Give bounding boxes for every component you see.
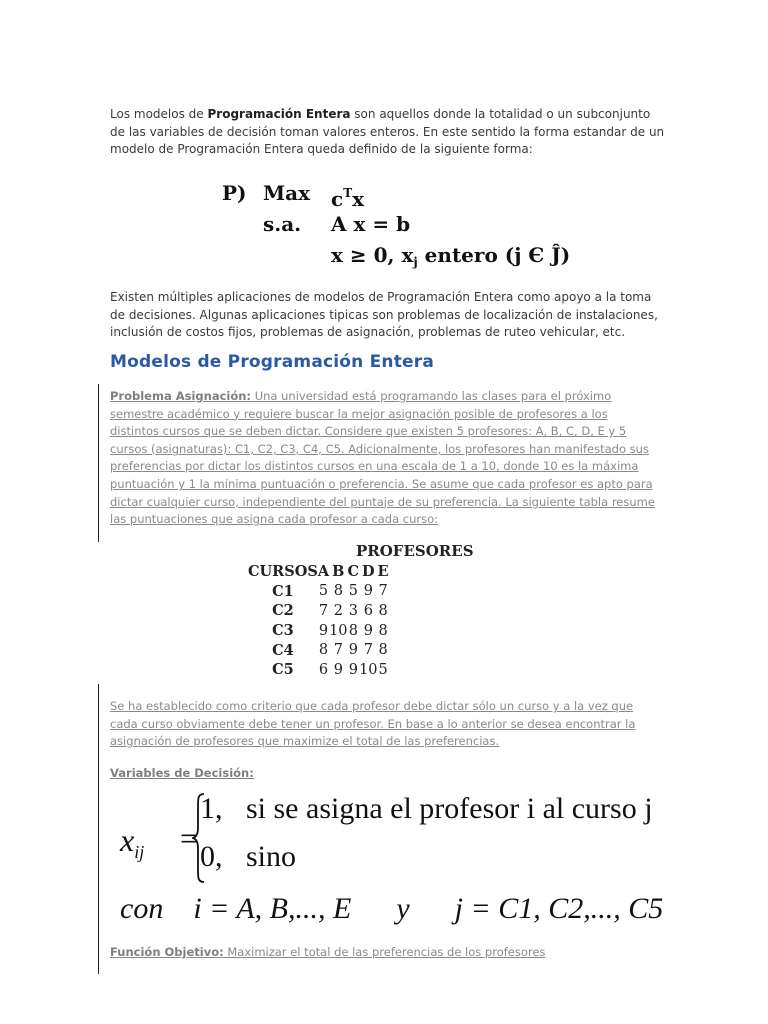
problem-lead: Problema Asignación: [110,389,252,403]
table-cell: 8 [348,622,358,639]
table-cell: 7 [363,642,373,659]
table-cell: 9 [348,642,358,659]
objective-text: Maximizar el total de las preferencias de los profesores [223,945,546,959]
intro-text-post: son aquellos donde la totalidad o un subconjunto de las variables de decisión toman valores enteros. En este sentido la forma estandar de un modelo de Programación Entera queda definido de la siguiente forma: [110,107,665,156]
table-cell: 6 [318,661,329,678]
table-cell: 7 [378,583,388,600]
variables-title[interactable]: Variables de Decisión: [110,766,254,780]
formula-index-sets: con i = A, B,..., E y j = C1, C2,..., C5 [120,892,664,925]
model-label: P) [222,181,247,205]
intro-bold-term: Programación Entera [207,107,351,121]
table-row [248,582,389,602]
table-cell: 9 [363,583,373,600]
table-cell: 9 [348,661,358,678]
table-grid [248,562,389,680]
formula-variable: $x_{ij}$ [120,822,145,862]
formula-equals: = [180,820,199,856]
table-cell: 6 [363,602,373,619]
criterion-paragraph[interactable]: Se ha establecido como criterio que cada profesor debe dictar sólo un curso y a la vez que cada curso obviamente debe tener un profesor. En base a lo anterior se desea encontrar la asignación de profesores que maximize el total de las preferencias. [110,699,636,749]
quote-bar [98,384,99,542]
table-row-label: C1 [272,582,294,600]
table-cell: 10 [329,622,348,639]
table-cell: 9 [363,622,373,639]
table-col-header: B [332,563,345,581]
table-title: PROFESORES [356,542,474,560]
table-cell: 9 [318,622,329,639]
table-cell: 2 [333,602,343,619]
problem-paragraph[interactable] [110,388,655,529]
intro-text-pre: Los modelos de [110,107,208,121]
table-row-label: C3 [272,622,294,640]
table-col-header: E [377,563,389,581]
table-col-header: D [362,563,375,581]
model-objective-expr: $c^Tx$ [331,186,365,211]
table-row [248,601,389,621]
decision-variable-formula [118,792,678,942]
quote-bar [98,684,99,974]
table-cell: 8 [378,642,388,659]
table-row-label: C2 [272,602,294,620]
table-row-label: C5 [272,661,294,679]
section-title: Modelos de Programación Entera [110,352,435,372]
table-row [248,640,389,660]
table-col-header: A [317,563,330,581]
table-cell: 8 [333,583,343,600]
table-cell: 10 [359,661,378,678]
table-cell: 5 [378,661,388,678]
model-domain: x ≥ 0, $x_j$ entero (j Є Ĵ) [331,243,571,269]
model-constraint: A x = b [331,212,411,236]
table-row [248,660,389,680]
table-cell: 8 [378,622,388,639]
table-row [248,621,389,641]
table-cell: 5 [318,583,329,600]
table-cell: 5 [348,583,358,600]
formula-case-2: 0, sino [200,840,297,873]
formula-case-1: 1, si se asigna el profesor i al curso j [200,792,653,825]
table-cell: 7 [333,642,343,659]
model-st-label: s.a. [263,212,302,236]
objective-function-line[interactable] [110,945,545,959]
table-cell: 8 [378,602,388,619]
table-header-row [248,562,389,582]
intro-paragraph [110,106,665,159]
table-cell: 7 [318,602,329,619]
table-cell: 9 [333,661,343,678]
applications-paragraph: Existen múltiples aplicaciones de modelos de Programación Entera como apoyo a la toma de decisiones. Algunas aplicaciones tipicas son problemas de localización de instalaciones, inclusión de costos fijos, problemas de asignación, problemas de ruteo vehicular, etc. [110,290,658,339]
table-cell: 8 [318,642,329,659]
table-corner: CURSOS [248,563,318,581]
problem-text: Una universidad está programando las clases para el próximo semestre académico y requiere buscar la mejor asignación posible de profesores a los distintos cursos que se deben dictar. Considere que existen 5 profesores: A, B, C, D, E y 5 cursos (asignaturas): C1, C2, C3, C4, C5. Adicionalmente, los profesores han manifestado sus preferencias por dictar los distintos cursos en una escala de 1 a 10, donde 10 es la máxima puntuación y 1 la mínima puntuación o preferencia. Se asume que cada profesor es apto para dictar cualquier curso, independiente del puntaje de su preferencia. La siguiente tabla resume las puntuaciones que asigna cada profesor a cada curso: [110,389,655,527]
table-row-label: C4 [272,641,294,659]
model-objective-word: Max [263,181,311,205]
table-cell: 3 [348,602,358,619]
table-col-header: C [347,563,360,581]
objective-lead: Función Objetivo: [110,945,224,959]
